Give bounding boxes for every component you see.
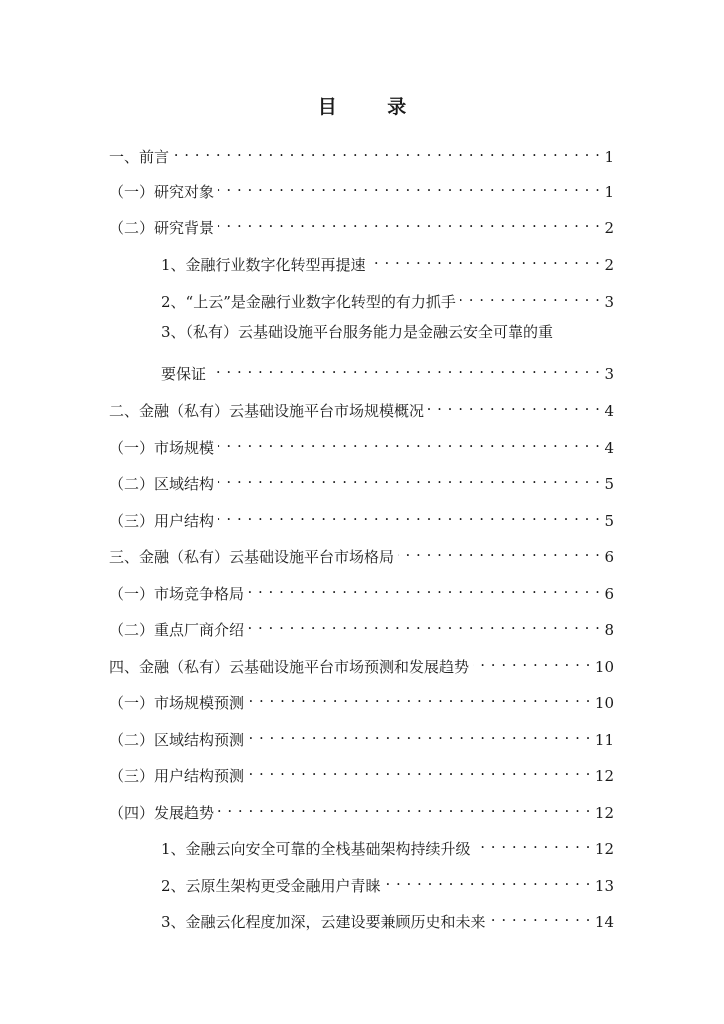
- toc-entry-cloud-migration[interactable]: [161, 285, 614, 311]
- toc-entry-research-object[interactable]: [109, 175, 614, 201]
- toc-leader-dots: [473, 650, 591, 672]
- toc-entry-user-structure[interactable]: [109, 504, 614, 530]
- toc-leader-dots: [218, 211, 600, 233]
- toc-leader-dots: [218, 431, 600, 453]
- toc-page-number: 1: [604, 148, 614, 166]
- toc-entry-digital-transformation[interactable]: [161, 248, 614, 274]
- toc-entry-user-forecast[interactable]: [109, 759, 614, 785]
- toc-leader-dots: [475, 832, 591, 854]
- toc-leader-dots: [218, 467, 600, 489]
- toc-entry-cloud-depth[interactable]: [161, 905, 614, 931]
- toc-page-number: 6: [604, 548, 614, 566]
- toc-entry-title: （二）区域结构预测: [109, 731, 245, 749]
- toc-page-number: 10: [594, 694, 614, 712]
- toc-entry-development-trends[interactable]: [109, 796, 614, 822]
- toc-page-number: 2: [604, 256, 614, 274]
- toc-entry-title: （二）重点厂商介绍: [109, 621, 245, 639]
- toc-page-number: 12: [594, 767, 614, 785]
- toc-page-number: 10: [594, 658, 614, 676]
- toc-entry-title: 三、金融（私有）云基础设施平台市场格局: [109, 548, 395, 566]
- toc-entry-key-vendors[interactable]: [109, 613, 614, 639]
- toc-page-number: 3: [604, 365, 614, 383]
- toc-leader-dots: [490, 905, 591, 927]
- toc-entry-title: （二）区域结构: [109, 475, 215, 493]
- toc-leader-dots: [248, 613, 600, 635]
- toc-page-number: 2: [604, 219, 614, 237]
- toc-leader-dots: [385, 869, 591, 891]
- toc-leader-dots: [398, 540, 600, 562]
- toc-entry-title: 二、金融（私有）云基础设施平台市场规模概况: [109, 402, 425, 420]
- toc-entry-research-background[interactable]: [109, 211, 614, 237]
- toc-entry-full-stack-upgrade[interactable]: [161, 832, 614, 858]
- toc-leader-dots: [248, 723, 591, 745]
- toc-page-number: 5: [604, 475, 614, 493]
- toc-page-number: 4: [604, 402, 614, 420]
- toc-entry-title: 2、云原生架构更受金融用户青睐: [161, 877, 381, 895]
- toc-entry-market-landscape[interactable]: [109, 540, 614, 566]
- toc-entry-regional-structure[interactable]: [109, 467, 614, 493]
- toc-leader-dots: [218, 175, 600, 197]
- toc-entry-title: 3、金融云化程度加深，云建设要兼顾历史和未来: [161, 913, 486, 931]
- toc-entry-foreword[interactable]: [109, 140, 614, 166]
- toc-entry-private-cloud-line2[interactable]: [161, 357, 614, 383]
- toc-entry-title: （二）研究背景: [109, 219, 215, 237]
- toc-page-number: 4: [604, 439, 614, 457]
- toc-entry-title: （三）用户结构预测: [109, 767, 245, 785]
- toc-entry-title: （一）市场竞争格局: [109, 585, 245, 603]
- toc-entry-title: 四、金融（私有）云基础设施平台市场预测和发展趋势: [109, 658, 470, 676]
- toc-entry-title: 2、“上云”是金融行业数字化转型的有力抓手: [161, 293, 456, 311]
- toc-entry-title: 3、（私有）云基础设施平台服务能力是金融云安全可靠的重: [161, 323, 554, 341]
- toc-leader-dots: [173, 140, 600, 162]
- toc-entry-title: 要保证: [161, 365, 207, 383]
- toc-page-number: 6: [604, 585, 614, 603]
- toc-entry-cloud-native[interactable]: [161, 869, 614, 895]
- toc-entry-competitive-landscape[interactable]: [109, 577, 614, 603]
- toc-entry-regional-forecast[interactable]: [109, 723, 614, 749]
- toc-page-number: 14: [594, 913, 614, 931]
- page-title: 目 录: [317, 96, 429, 118]
- toc-entry-title: （三）用户结构: [109, 512, 215, 530]
- toc-entry-title: （一）市场规模预测: [109, 694, 245, 712]
- toc-page-number: 12: [594, 804, 614, 822]
- toc-page-number: 3: [604, 293, 614, 311]
- toc-leader-dots: [460, 285, 601, 307]
- toc-leader-dots: [210, 357, 600, 379]
- toc-leader-dots: [218, 796, 591, 818]
- toc-page-number: 13: [594, 877, 614, 895]
- toc-entry-market-scale-forecast[interactable]: [109, 686, 614, 712]
- toc-leader-dots: [428, 394, 600, 416]
- toc-entry-private-cloud-line1[interactable]: [161, 321, 553, 343]
- toc-page-number: 11: [594, 731, 614, 749]
- toc-leader-dots: [248, 686, 591, 708]
- toc-entry-title: 1、金融行业数字化转型再提速: [161, 256, 366, 274]
- toc-leader-dots: [248, 759, 591, 781]
- toc-page-number: 5: [604, 512, 614, 530]
- toc-entry-title: （四）发展趋势: [109, 804, 215, 822]
- toc-page-number: 8: [604, 621, 614, 639]
- toc-entry-market-scale-overview[interactable]: [109, 394, 614, 420]
- toc-page-number: 12: [594, 840, 614, 858]
- toc-entry-title: （一）研究对象: [109, 183, 215, 201]
- toc-entry-title: （一）市场规模: [109, 439, 215, 457]
- toc-entry-title: 1、金融云向安全可靠的全栈基础架构持续升级: [161, 840, 471, 858]
- toc-entry-title: 一、前言: [109, 148, 170, 166]
- toc-leader-dots: [218, 504, 600, 526]
- toc-page-number: 1: [604, 183, 614, 201]
- toc-entry-forecast-trends[interactable]: [109, 650, 614, 676]
- toc-leader-dots: [370, 248, 601, 270]
- toc-leader-dots: [248, 577, 600, 599]
- toc-entry-market-scale[interactable]: [109, 431, 614, 457]
